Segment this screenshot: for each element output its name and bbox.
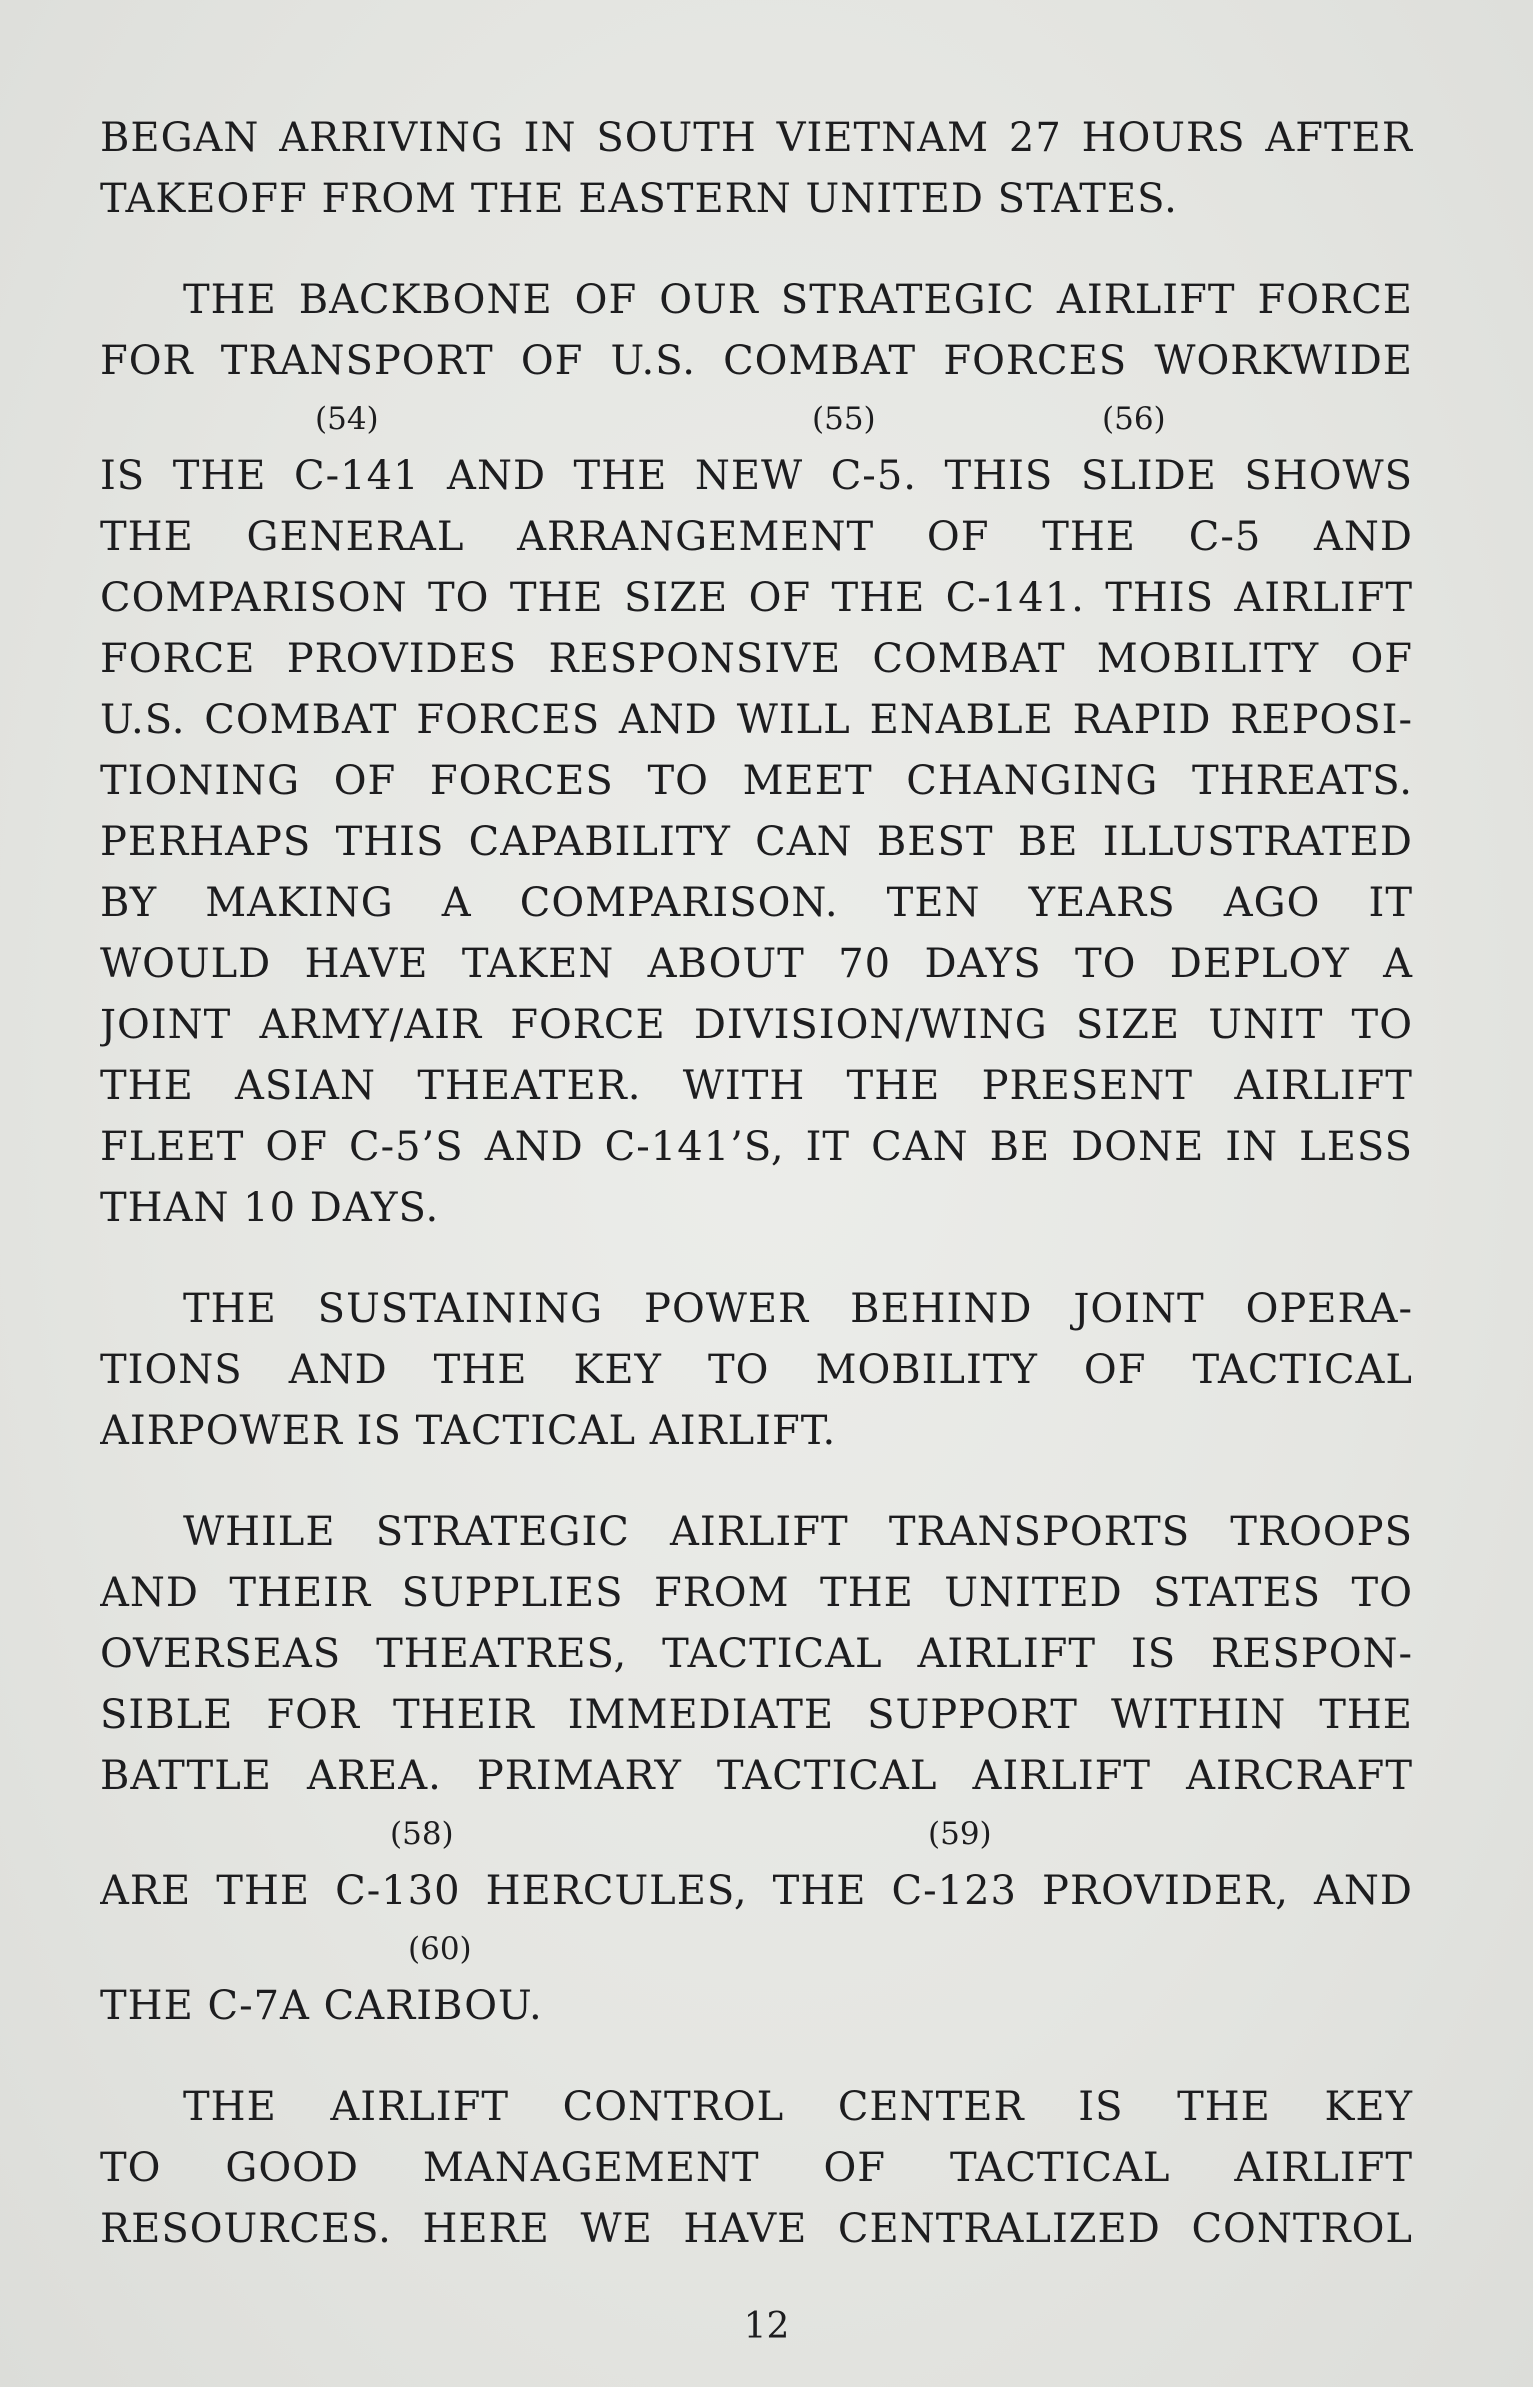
reference-marker: (54) (315, 401, 379, 437)
text-line: ARE THE C-130 HERCULES, THE C-123 PROVIDER, AND (100, 1868, 1413, 1914)
text-line: THE ASIAN THEATER. WITH THE PRESENT AIRLIFT (100, 1063, 1413, 1109)
text-line: BY MAKING A COMPARISON. TEN YEARS AGO IT (100, 880, 1413, 926)
reference-marker: (56) (1102, 401, 1166, 437)
reference-markers (100, 392, 1413, 446)
text-line: THAN 10 DAYS. (100, 1185, 440, 1231)
text-line: BEGAN ARRIVING IN SOUTH VIETNAM 27 HOURS AFTER (100, 115, 1413, 161)
text-line: THE AIRLIFT CONTROL CENTER IS THE KEY (183, 2084, 1413, 2130)
text-line: TAKEOFF FROM THE EASTERN UNITED STATES. (100, 176, 1178, 222)
text-line: OVERSEAS THEATRES, TACTICAL AIRLIFT IS RESPON- (100, 1631, 1413, 1677)
text-line: FLEET OF C-5’S AND C-141’S, IT CAN BE DONE IN LESS (100, 1124, 1413, 1170)
reference-markers (100, 1807, 1413, 1861)
reference-marker: (58) (390, 1816, 454, 1852)
text-line: PERHAPS THIS CAPABILITY CAN BEST BE ILLUSTRATED (100, 819, 1413, 865)
text-line: COMPARISON TO THE SIZE OF THE C-141. THIS AIRLIFT (100, 575, 1413, 621)
body-text (100, 108, 1413, 2260)
text-line: AIRPOWER IS TACTICAL AIRLIFT. (100, 1408, 837, 1454)
text-line: WHILE STRATEGIC AIRLIFT TRANSPORTS TROOPS (183, 1509, 1413, 1555)
text-line: TIONING OF FORCES TO MEET CHANGING THREATS. (100, 758, 1413, 804)
text-line: TIONS AND THE KEY TO MOBILITY OF TACTICAL (100, 1347, 1413, 1393)
text-line: RESOURCES. HERE WE HAVE CENTRALIZED CONTROL (100, 2206, 1413, 2252)
text-line: SIBLE FOR THEIR IMMEDIATE SUPPORT WITHIN THE (100, 1692, 1413, 1738)
reference-markers (100, 1922, 1413, 1976)
text-line: TO GOOD MANAGEMENT OF TACTICAL AIRLIFT (100, 2145, 1413, 2191)
text-line: FORCE PROVIDES RESPONSIVE COMBAT MOBILITY OF (100, 636, 1413, 682)
reference-marker: (59) (928, 1816, 992, 1852)
text-line: THE C-7A CARIBOU. (100, 1983, 543, 2029)
text-line: THE BACKBONE OF OUR STRATEGIC AIRLIFT FORCE (183, 277, 1413, 323)
text-line: U.S. COMBAT FORCES AND WILL ENABLE RAPID REPOSI- (100, 697, 1413, 743)
page-number: 12 (743, 2306, 790, 2347)
text-line: JOINT ARMY/AIR FORCE DIVISION/WING SIZE UNIT TO (100, 1002, 1413, 1048)
reference-marker: (60) (408, 1931, 472, 1967)
text-line: WOULD HAVE TAKEN ABOUT 70 DAYS TO DEPLOY A (100, 941, 1413, 987)
text-line: FOR TRANSPORT OF U.S. COMBAT FORCES WORKWIDE (100, 338, 1413, 384)
text-line: IS THE C-141 AND THE NEW C-5. THIS SLIDE SHOWS (100, 453, 1413, 499)
text-line: BATTLE AREA. PRIMARY TACTICAL AIRLIFT AIRCRAFT (100, 1753, 1413, 1799)
text-line: THE SUSTAINING POWER BEHIND JOINT OPERA- (183, 1286, 1413, 1332)
text-line: AND THEIR SUPPLIES FROM THE UNITED STATES TO (100, 1570, 1413, 1616)
text-line: THE GENERAL ARRANGEMENT OF THE C-5 AND (100, 514, 1413, 560)
reference-marker: (55) (812, 401, 876, 437)
